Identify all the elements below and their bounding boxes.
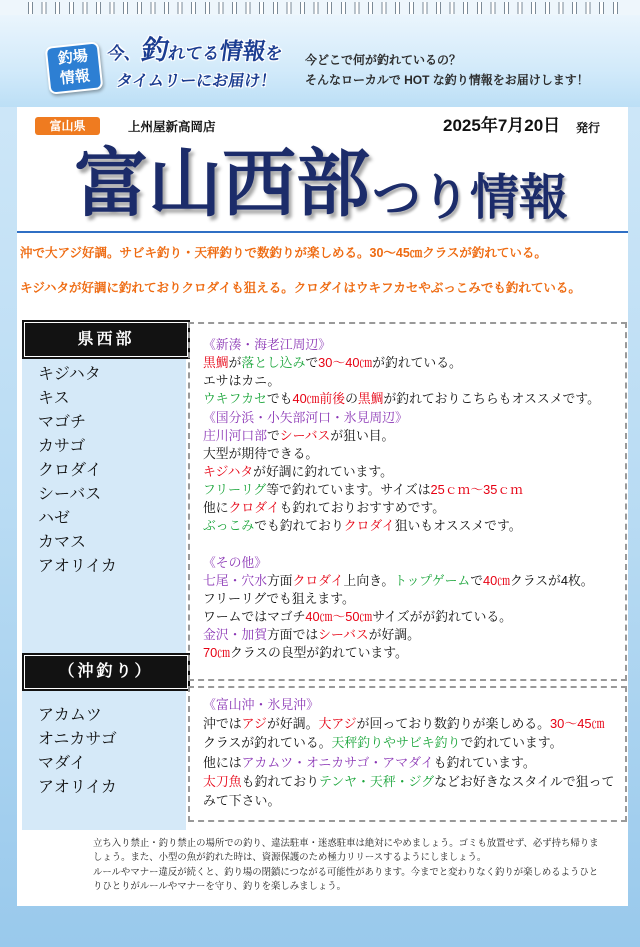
text-run: シーバス [279, 427, 331, 443]
fish-item: キス [38, 390, 70, 407]
badge-line: 釣場 [57, 47, 89, 68]
text-run: でも釣れており [254, 518, 344, 534]
spiral-binding-strip [0, 0, 640, 15]
text-run: で釣れています。 [460, 735, 563, 751]
summary-line: 沖で大アジ好調。サビキ釣り・天秤釣りで数釣りが楽しめる。30～45㎝クラスが釣れている。 [20, 246, 547, 260]
report-line [203, 427, 600, 445]
text-run: も釣れておりおすすめです。 [279, 500, 445, 516]
report-line [203, 336, 600, 354]
text-run: 40㎝～50㎝ [305, 609, 373, 625]
report-line [203, 517, 600, 535]
footer-line: りひとりがルールやマナーを守り、釣りを楽しみましょう。 [93, 879, 346, 891]
page-title: 富山西部 [74, 142, 370, 225]
catch-text: 情報 [217, 38, 268, 64]
footer-line: ルールやマナー違反が続くと、釣り場の閉鎖につながる可能性があります。今までと変わりなく釣りが楽しめるようひと [93, 865, 599, 877]
text-run: 七尾・穴水 [203, 572, 267, 588]
text-run: も釣れており [241, 773, 320, 789]
text-run: で [305, 355, 319, 371]
text-run: 25ｃｍ～35ｃｍ [430, 482, 523, 498]
fish-list-offshore [38, 704, 117, 800]
text-run: 方面 [266, 572, 293, 588]
fish-item: マゴチ [38, 414, 87, 431]
issue-date: 2025年7月20日 [443, 116, 561, 135]
catchphrase-line-1 [105, 34, 285, 71]
report-text-offshore [203, 695, 614, 810]
text-run: 太刀魚 [203, 773, 242, 789]
text-run: クラスが釣れている。 [203, 735, 332, 751]
catchphrase [102, 34, 285, 93]
text-run: みて下さい。 [203, 792, 281, 808]
text-run: フリーリグ [203, 482, 267, 498]
report-line [203, 554, 600, 572]
fish-item: アオリイカ [38, 558, 117, 575]
report-line [203, 463, 600, 481]
fish-item: カサゴ [38, 438, 86, 455]
report-line [203, 753, 614, 772]
text-run: エサはカニ。 [203, 373, 281, 389]
report-line [203, 644, 600, 662]
report-line [203, 608, 600, 626]
footer-notice [93, 836, 599, 893]
text-run: 30～40㎝ [318, 355, 373, 371]
text-run: 30～45㎝ [550, 716, 605, 732]
text-run: 沖では [203, 716, 242, 732]
text-run: 天秤釣りやサビキ釣り [331, 735, 461, 751]
text-run: が狙い目。 [330, 427, 395, 443]
section-label-offshore: （沖釣り） [22, 653, 190, 691]
text-run: 狙いもオススメです。 [394, 518, 522, 534]
fish-list-west [38, 363, 117, 579]
section-label-west: 県西部 [22, 320, 190, 359]
report-line [203, 445, 600, 463]
footer-line: 立ち入り禁止・釣り禁止の場所での釣り、違法駐車・迷惑駐車は絶対にやめましょう。ゴミも放置せず、必ず持ち帰りま [93, 837, 599, 848]
catch-text: 今、 [106, 44, 143, 63]
report-line [203, 772, 614, 791]
fish-item: キジハタ [38, 366, 101, 383]
text-run: 大アジ [318, 716, 357, 732]
footer-line: しょう。また、小型の魚が釣れた時は、資源保護のため極力リリースするようにしましょう。 [93, 851, 487, 863]
text-run: 《新湊・海老江周辺》 [203, 337, 331, 352]
text-run: クロダイ [343, 518, 395, 534]
report-line [203, 695, 614, 714]
text-run: が好調に釣れています。 [253, 463, 393, 479]
report-line [203, 481, 600, 499]
summary-line: キジハタが好調に釣れておりクロダイも狙える。クロダイはウキフカセやぶっこみでも釣れている。 [20, 281, 581, 295]
fish-item: ハゼ [38, 510, 71, 527]
fish-item: クロダイ [38, 462, 102, 479]
text-run: 大型が期待できる。 [203, 445, 319, 461]
tagline-2: そんなローカルで HOT な釣り情報をお届けします！ [305, 73, 589, 87]
report-line [203, 499, 600, 517]
text-run: が好調。 [266, 716, 319, 732]
text-run: も釣れています。 [433, 754, 536, 770]
text-run: 他に [203, 500, 229, 516]
report-line [203, 714, 614, 733]
text-run: 40㎝ [483, 572, 511, 588]
fish-item: アオリイカ [38, 779, 117, 796]
text-run: でも [266, 391, 293, 407]
report-text-coast [203, 336, 600, 663]
text-run: が回っており数釣りが楽しめる。 [356, 716, 551, 732]
text-run: 《その他》 [203, 554, 267, 570]
text-run: の [345, 391, 358, 407]
text-run: で [470, 572, 484, 588]
spiral-binding-rings [20, 2, 620, 14]
prefecture-badge: 富山県 [35, 117, 100, 135]
text-run: トップゲーム [394, 572, 471, 588]
text-run: 上向き。 [343, 572, 395, 588]
fish-item: カマス [38, 534, 87, 551]
text-run: クロダイ [228, 500, 280, 516]
text-run: 70㎝ [203, 645, 231, 661]
report-line [203, 390, 600, 408]
badge-line: 情報 [59, 67, 91, 88]
store-name: 上州屋新高岡店 [128, 120, 216, 134]
report-line [203, 733, 614, 752]
title-divider [17, 231, 628, 233]
text-run: 他には [203, 754, 242, 770]
fishing-info-badge [45, 41, 104, 94]
text-run: ぶっこみ [203, 518, 255, 534]
text-run: 等で釣れています。サイズは [266, 482, 431, 498]
report-line [203, 590, 600, 608]
text-run: などお好きなスタイルで狙って [434, 773, 615, 789]
text-run: アカムツ・オニカサゴ・アマダイ [241, 754, 434, 770]
fish-item: マダイ [38, 755, 86, 772]
catch-text: を [264, 44, 284, 63]
tagline-1: 今どこで何が釣れているの？ [305, 53, 462, 67]
text-run: アジ [241, 716, 267, 732]
text-run: が釣れておりこちらもオススメです。 [383, 391, 600, 407]
text-run: 金沢・加賀 [203, 627, 267, 643]
text-run: ワームではマゴチ [203, 609, 306, 625]
text-run: 40㎝前後 [292, 391, 346, 407]
report-line [203, 572, 600, 590]
text-run: ウキフカセ [203, 391, 267, 407]
report-line [203, 626, 600, 644]
text-run: が好調。 [368, 627, 420, 643]
text-run: で [266, 427, 280, 443]
text-run: 黒鯛 [357, 391, 384, 407]
text-run: 《国分浜・小矢部河口・氷見周辺》 [203, 409, 408, 425]
catch-text: 釣 [139, 35, 172, 65]
text-run: テンヤ・天秤・ジグ [319, 773, 435, 789]
text-run: キジハタ [203, 463, 254, 479]
text-run: クラスが4枚。 [510, 572, 594, 588]
text-run: クラスの良型が釣れています。 [230, 645, 408, 661]
issued-label: 発行 [576, 121, 601, 135]
report-line [203, 791, 614, 810]
fish-item: シーバス [38, 486, 102, 503]
text-run: 《富山沖・氷見沖》 [203, 697, 320, 712]
report-line [203, 536, 600, 554]
text-run: サイズがが釣れている。 [372, 609, 512, 625]
text-run: 庄川河口部 [203, 427, 267, 443]
fish-item: アカムツ [38, 707, 102, 724]
catch-text: れてる [167, 44, 221, 63]
text-run: シーバス [318, 627, 369, 643]
text-run: 方面では [266, 627, 319, 643]
text-run: 落とし込み [241, 355, 306, 371]
catchphrase-line-2: タイムリーにお届け！ [115, 73, 278, 90]
report-line [203, 354, 600, 372]
text-run: クロダイ [292, 572, 344, 588]
report-line [203, 409, 600, 427]
text-run: 黒鯛 [203, 355, 229, 371]
fish-item: オニカサゴ [38, 731, 117, 748]
report-line [203, 372, 600, 390]
text-run: が釣れている。 [372, 355, 462, 371]
text-run: が [228, 355, 242, 371]
page-subtitle: つり情報 [372, 171, 569, 225]
text-run: フリーリグでも狙えます。 [203, 590, 355, 606]
